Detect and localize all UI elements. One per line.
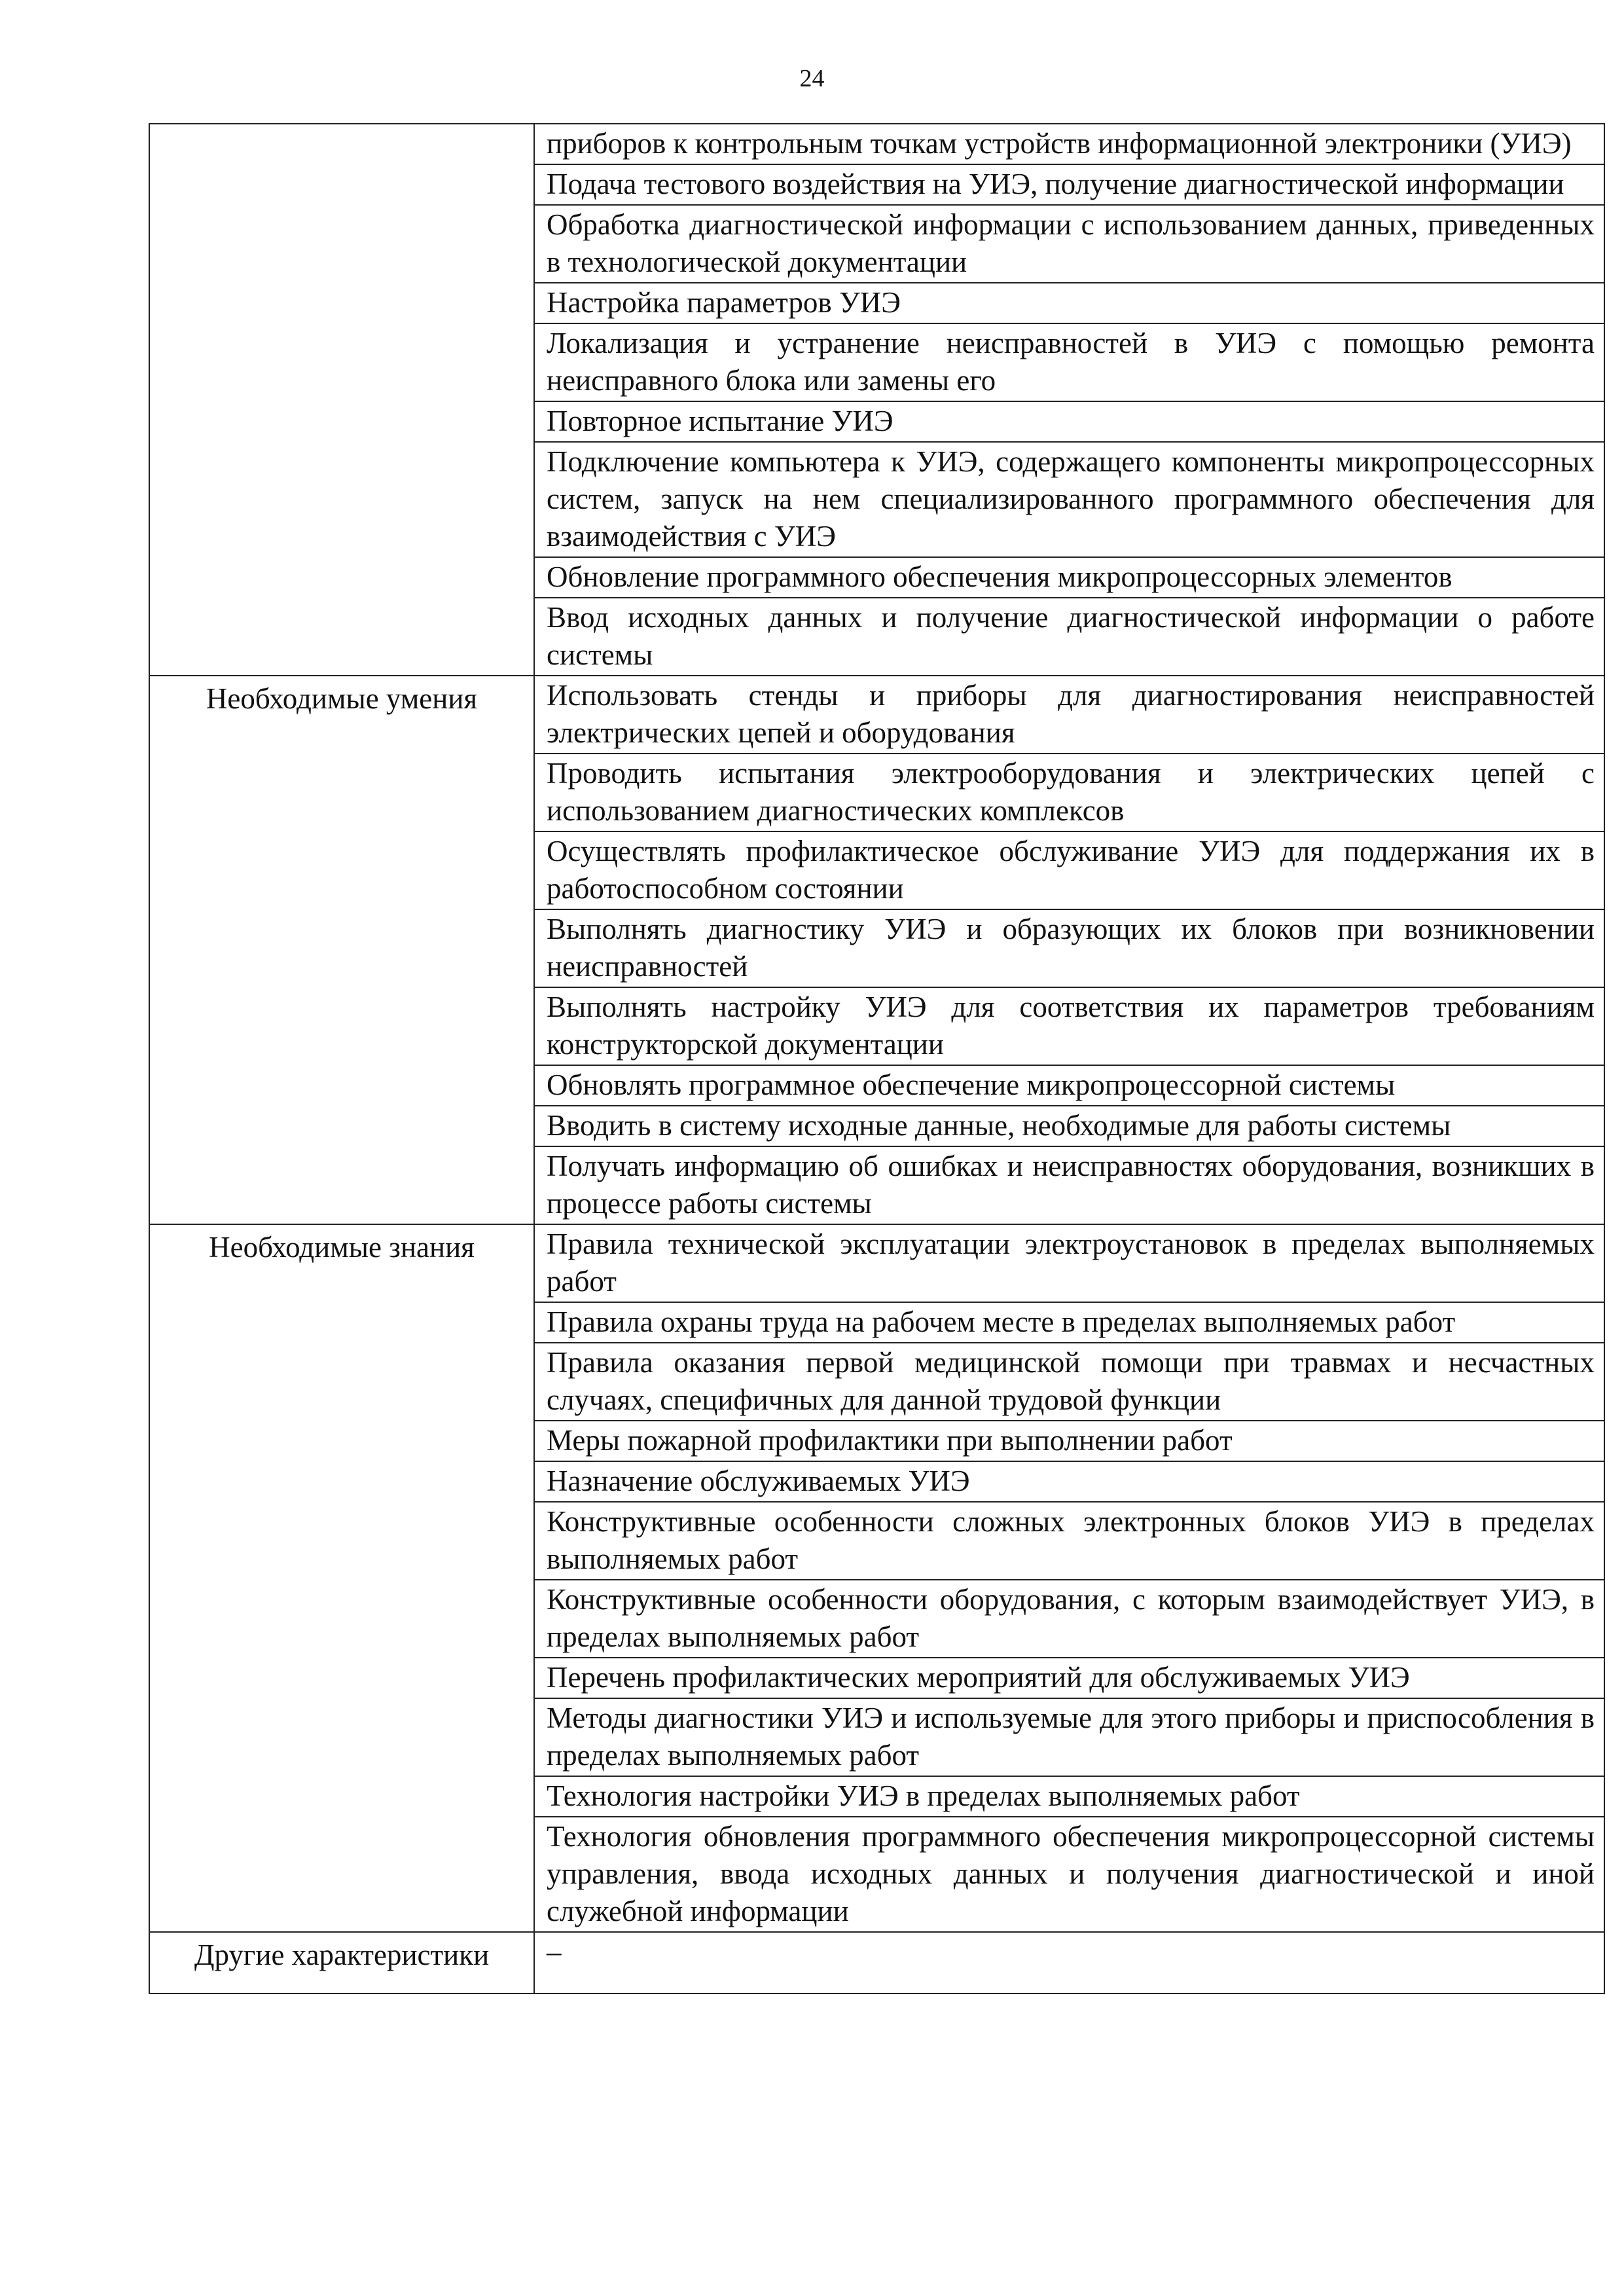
section-item: Осуществлять профилактическое обслуживание УИЭ для поддержания их в работоспособном состоянии bbox=[534, 831, 1604, 909]
section-item: Настройка параметров УИЭ bbox=[534, 283, 1604, 323]
section-item: Правила оказания первой медицинской помощи при травмах и несчастных случаях, специфичных для данной трудовой функции bbox=[534, 1343, 1604, 1421]
section-item: Подача тестового воздействия на УИЭ, получение диагностической информации bbox=[534, 164, 1604, 205]
section-item: Использовать стенды и приборы для диагностирования неисправностей электрических цепей и оборудования bbox=[534, 676, 1604, 754]
section-item: Меры пожарной профилактики при выполнении работ bbox=[534, 1421, 1604, 1461]
table-row bbox=[149, 676, 1604, 754]
section-label bbox=[149, 124, 534, 676]
section-item: Повторное испытание УИЭ bbox=[534, 401, 1604, 442]
section-label: Необходимые знания bbox=[149, 1224, 534, 1932]
section-item: приборов к контрольным точкам устройств информационной электроники (УИЭ) bbox=[534, 124, 1604, 164]
section-item: Методы диагностики УИЭ и используемые для этого приборы и приспособления в пределах выполняемых работ bbox=[534, 1698, 1604, 1776]
section-item: Правила технической эксплуатации электроустановок в пределах выполняемых работ bbox=[534, 1224, 1604, 1302]
section-item: Правила охраны труда на рабочем месте в пределах выполняемых работ bbox=[534, 1302, 1604, 1343]
section-item: Технология обновления программного обеспечения микропроцессорной системы управления, ввода исходных данных и получения диагностической и иной служебной информации bbox=[534, 1817, 1604, 1932]
section-item: Перечень профилактических мероприятий для обслуживаемых УИЭ bbox=[534, 1658, 1604, 1698]
section-item: – bbox=[534, 1932, 1604, 1994]
section-item: Технология настройки УИЭ в пределах выполняемых работ bbox=[534, 1776, 1604, 1817]
table-row bbox=[149, 1932, 1604, 1994]
section-label: Необходимые умения bbox=[149, 676, 534, 1224]
section-item: Обновлять программное обеспечение микропроцессорной системы bbox=[534, 1065, 1604, 1106]
table-row bbox=[149, 1224, 1604, 1302]
section-item: Получать информацию об ошибках и неисправностях оборудования, возникших в процессе работы системы bbox=[534, 1146, 1604, 1224]
section-item: Выполнять настройку УИЭ для соответствия их параметров требованиям конструкторской документации bbox=[534, 987, 1604, 1065]
section-item: Выполнять диагностику УИЭ и образующих их блоков при возникновении неисправностей bbox=[534, 909, 1604, 987]
section-item: Проводить испытания электрооборудования и электрических цепей с использованием диагностических комплексов bbox=[534, 754, 1604, 831]
section-item: Подключение компьютера к УИЭ, содержащего компоненты микропроцессорных систем, запуск на нем специализированного программного обеспечения для взаимодействия с УИЭ bbox=[534, 442, 1604, 557]
section-item: Ввод исходных данных и получение диагностической информации о работе системы bbox=[534, 598, 1604, 676]
section-item: Обновление программного обеспечения микропроцессорных элементов bbox=[534, 557, 1604, 598]
section-item: Локализация и устранение неисправностей в УИЭ с помощью ремонта неисправного блока или замены его bbox=[534, 323, 1604, 401]
table-body bbox=[149, 124, 1604, 1994]
section-item: Обработка диагностической информации с использованием данных, приведенных в технологической документации bbox=[534, 205, 1604, 283]
section-label: Другие характеристики bbox=[149, 1932, 534, 1994]
section-item: Вводить в систему исходные данные, необходимые для работы системы bbox=[534, 1106, 1604, 1146]
section-item: Конструктивные особенности оборудования, с которым взаимодействует УИЭ, в пределах выполняемых работ bbox=[534, 1580, 1604, 1658]
section-item: Конструктивные особенности сложных электронных блоков УИЭ в пределах выполняемых работ bbox=[534, 1502, 1604, 1580]
page-number: 24 bbox=[799, 65, 825, 92]
table-row bbox=[149, 124, 1604, 164]
section-item: Назначение обслуживаемых УИЭ bbox=[534, 1461, 1604, 1502]
competency-table bbox=[149, 123, 1605, 1994]
